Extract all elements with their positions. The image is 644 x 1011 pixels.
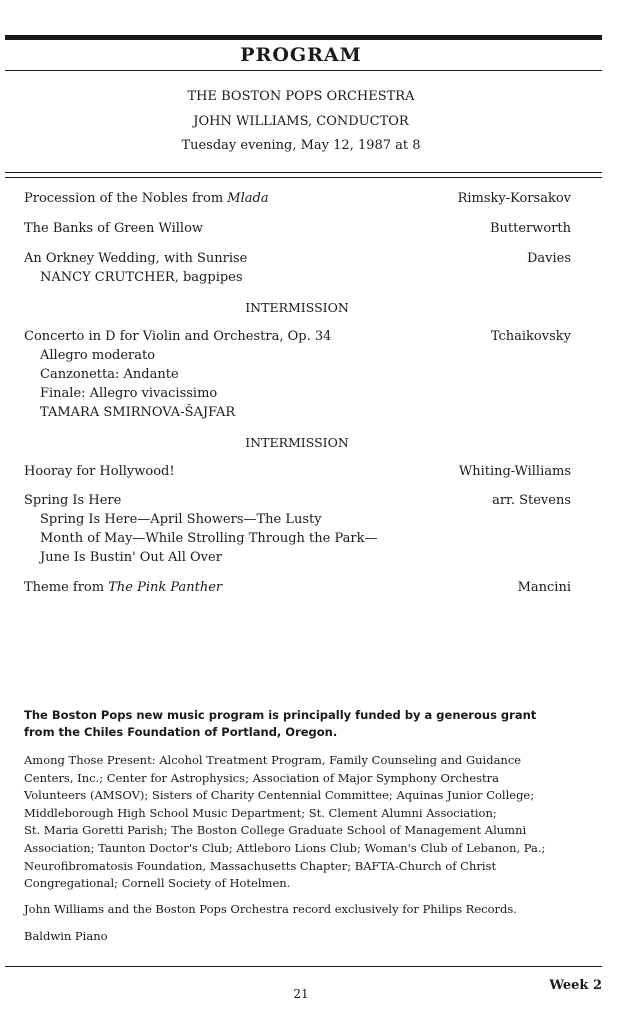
page-title: PROGRAM [240,44,362,66]
work-title: Concerto in D for Violin and Orchestra, Op. 34 [24,329,332,344]
work-title: Procession of the Nobles from Mlada [24,191,269,206]
among-those-present [24,752,584,893]
medley-line-1: Spring Is Here—April Showers—The Lusty [40,512,322,527]
conductor-name: JOHN WILLIAMS, CONDUCTOR [193,114,409,129]
page-number: 21 [293,987,309,1001]
work-title: The Banks of Green Willow [24,221,204,236]
medley-line-3: June Is Bustin' Out All Over [40,550,222,565]
composer: Whiting-Williams [458,464,571,479]
bottom-rule [5,966,602,967]
present-line: St. Maria Goretti Parish; The Boston College Graduate School of Management Alumni [24,823,527,838]
funding-line-2: from the Chiles Foundation of Portland, Oregon. [24,725,338,739]
soloist: NANCY CRUTCHER, bagpipes [40,270,243,285]
composer: Mancini [517,580,571,595]
title-underline-rule [5,70,602,71]
intermission-2: INTERMISSION [245,435,349,450]
work-title: Spring Is Here [24,493,122,508]
composer: Butterworth [489,221,571,236]
orchestra-name: THE BOSTON POPS ORCHESTRA [187,89,415,104]
header-rule-2 [5,177,602,178]
header-rule-1 [5,172,602,173]
present-line: Congregational; Cornell Society of Hotelmen. [24,876,291,891]
present-line: Association; Taunton Doctor's Club; Attleboro Lions Club; Woman's Club of Lebanon, Pa.; [24,840,546,855]
funding-line-1: The Boston Pops new music program is principally funded by a generous grant [24,708,537,722]
present-line: Middleborough High School Music Department; St. Clement Alumni Association; [24,805,497,820]
work-title: Theme from The Pink Panther [24,580,223,595]
concert-date: Tuesday evening, May 12, 1987 at 8 [181,138,421,153]
medley-line-2: Month of May—While Strolling Through the Park— [40,531,378,546]
movement-2: Canzonetta: Andante [40,367,179,382]
composer: Davies [526,251,571,266]
funding-note [24,707,584,741]
present-line: Neurofibromatosis Foundation, Massachusetts Chapter; BAFTA-Church of Christ [24,858,497,873]
present-line: Volunteers (AMSOV); Sisters of Charity Centennial Committee; Aquinas Junior College; [24,788,535,803]
movement-3: Finale: Allegro vivacissimo [40,386,218,401]
soloist: TAMARA SMIRNOVA-ŠAJFAR [40,405,236,420]
records-note: John Williams and the Boston Pops Orchestra record exclusively for Philips Records. [24,902,517,916]
top-thick-rule [5,35,602,40]
piano-note: Baldwin Piano [24,929,108,943]
present-line: Centers, Inc.; Center for Astrophysics; Association of Major Symphony Orchestra [24,770,499,785]
present-line: Among Those Present: Alcohol Treatment Program, Family Counseling and Guidance [24,753,522,767]
intermission-1: INTERMISSION [245,300,349,315]
movement-1: Allegro moderato [40,348,156,363]
composer: Rimsky-Korsakov [457,191,571,206]
week-label: Week 2 [549,978,602,993]
composer: Tchaikovsky [490,329,571,344]
work-title: An Orkney Wedding, with Sunrise [24,251,248,266]
composer: arr. Stevens [492,493,571,508]
work-title: Hooray for Hollywood! [24,464,175,479]
